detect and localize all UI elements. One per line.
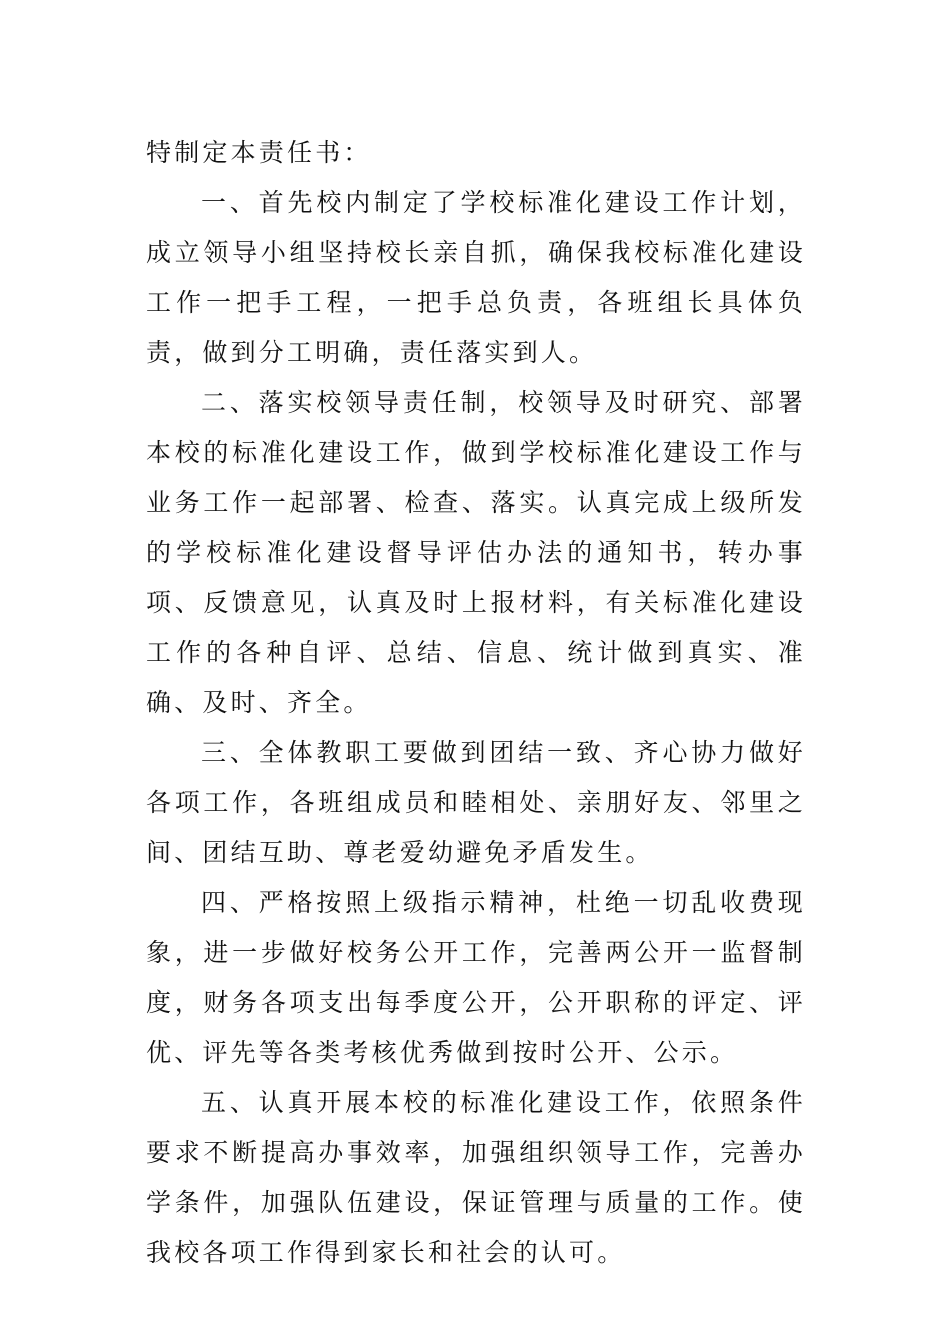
clause-paragraph-2: 二、落实校领导责任制，校领导及时研究、部署本校的标准化建设工作，做到学校标准化建设工作与业务工作一起部署、检查、落实。认真完成上级所发的学校标准化建设督导评估办法的通知书，转办事项、反馈意见，认真及时上报材料，有关标准化建设工作的各种自评、总结、信息、统计做到真实、准确、及时、齐全。 (146, 388, 806, 717)
intro-paragraph: 特制定本责任书： (146, 138, 372, 167)
clause-paragraph-5: 五、认真开展本校的标准化建设工作，依照条件要求不断提高办事效率，加强组织领导工作，完善办学条件，加强队伍建设，保证管理与质量的工作。使我校各项工作得到家长和社会的认可。 (146, 1088, 806, 1267)
clause-paragraph-4: 四、严格按照上级指示精神，杜绝一切乱收费现象，进一步做好校务公开工作，完善两公开一监督制度，财务各项支出每季度公开，公开职称的评定、评优、评先等各类考核优秀做到按时公开、公示。 (146, 888, 806, 1067)
clause-paragraph-1: 一、首先校内制定了学校标准化建设工作计划，成立领导小组坚持校长亲自抓，确保我校标准化建设工作一把手工程，一把手总负责，各班组长具体负责，做到分工明确，责任落实到人。 (146, 188, 806, 367)
document-body (146, 128, 806, 1278)
clause-paragraph-3: 三、全体教职工要做到团结一致、齐心协力做好各项工作，各班组成员和睦相处、亲朋好友、邻里之间、团结互助、尊老爱幼避免矛盾发生。 (146, 738, 806, 867)
